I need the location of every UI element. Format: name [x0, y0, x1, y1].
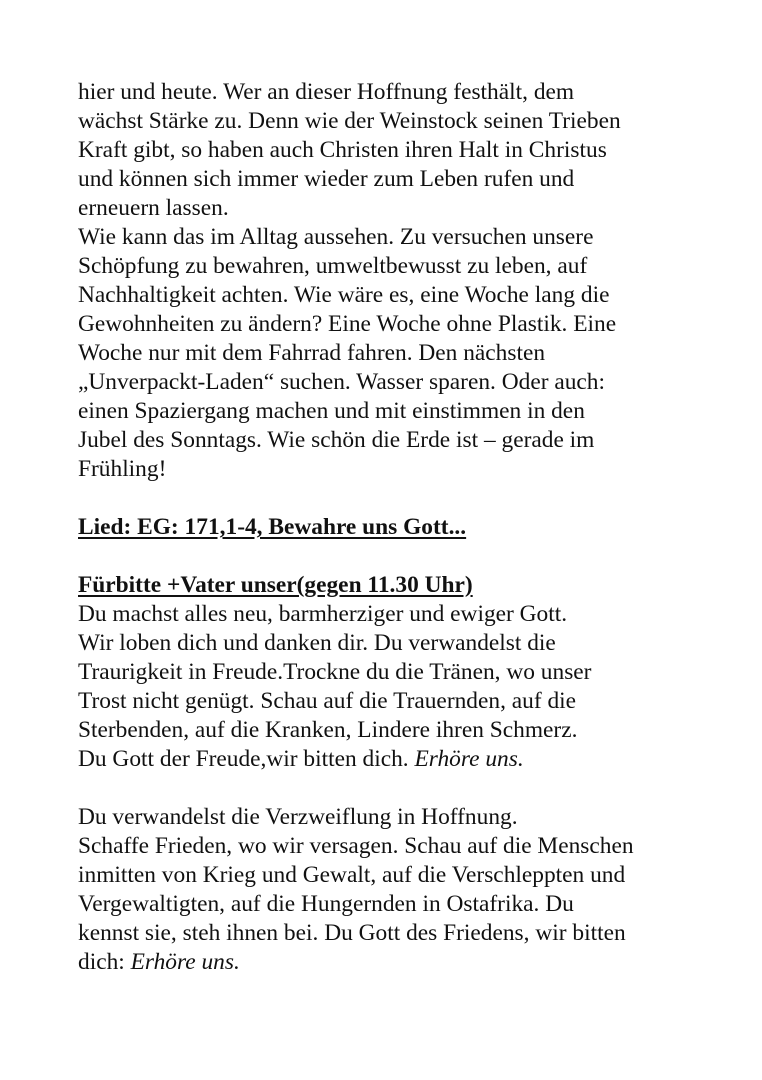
- text-line: [78, 948, 718, 977]
- spacer: [78, 774, 718, 803]
- text-line: erneuern lassen.: [78, 195, 229, 221]
- text-line: Wir loben dich und danken dir. Du verwandelst die: [78, 630, 556, 656]
- text-line: Woche nur mit dem Fahrrad fahren. Den nächsten: [78, 340, 546, 366]
- text-line: Schaffe Frieden, wo wir versagen. Schau auf die Menschen: [78, 833, 634, 859]
- paragraph-everyday: [78, 223, 718, 484]
- prayer-peace: [78, 803, 718, 977]
- prayer-joy: [78, 600, 718, 774]
- spacer: [78, 484, 718, 513]
- prayer-response: Erhöre uns.: [414, 746, 524, 772]
- paragraph-hope: [78, 78, 718, 223]
- text-line: Trost nicht genügt. Schau auf die Trauernden, auf die: [78, 688, 577, 714]
- text-line: „Unverpackt-Laden“ suchen. Wasser sparen. Oder auch:: [78, 369, 605, 395]
- text-line: Traurigkeit in Freude.Trockne du die Tränen, wo unser: [78, 659, 592, 685]
- text-line: Vergewaltigten, auf die Hungernden in Ostafrika. Du: [78, 891, 574, 917]
- prayer-line-text: Du Gott der Freude,wir bitten dich.: [78, 746, 415, 772]
- text-line: Nachhaltigkeit achten. Wie wäre es, eine Woche lang die: [78, 282, 610, 308]
- text-line: Kraft gibt, so haben auch Christen ihren Halt in Christus: [78, 137, 607, 163]
- text-line: hier und heute. Wer an dieser Hoffnung festhält, dem: [78, 79, 575, 105]
- text-line: Gewohnheiten zu ändern? Eine Woche ohne Plastik. Eine: [78, 311, 617, 337]
- prayer-response: Erhöre uns.: [130, 949, 240, 975]
- text-line: und können sich immer wieder zum Leben rufen und: [78, 166, 575, 192]
- text-line: einen Spaziergang machen und mit einstimmen in den: [78, 398, 585, 424]
- text-line: [78, 745, 718, 774]
- heading-fuerbitte: Fürbitte +Vater unser(gegen 11.30 Uhr): [78, 572, 473, 598]
- prayer-line-text: dich:: [78, 949, 131, 975]
- text-line: wächst Stärke zu. Denn wie der Weinstock seinen Trieben: [78, 108, 621, 134]
- text-line: kennst sie, steh ihnen bei. Du Gott des Friedens, wir bitten: [78, 920, 626, 946]
- text-line: inmitten von Krieg und Gewalt, auf die Verschleppten und: [78, 862, 626, 888]
- document-page: [78, 78, 718, 977]
- text-line: Wie kann das im Alltag aussehen. Zu versuchen unsere: [78, 224, 594, 250]
- text-line: Du verwandelst die Verzweiflung in Hoffnung.: [78, 804, 518, 830]
- spacer: [78, 542, 718, 571]
- text-line: Sterbenden, auf die Kranken, Lindere ihren Schmerz.: [78, 717, 578, 743]
- text-line: Frühling!: [78, 456, 167, 482]
- text-line: Jubel des Sonntags. Wie schön die Erde ist – gerade im: [78, 427, 595, 453]
- heading-lied: Lied: EG: 171,1-4, Bewahre uns Gott...: [78, 514, 467, 540]
- text-line: Du machst alles neu, barmherziger und ewiger Gott.: [78, 601, 568, 627]
- text-line: Schöpfung zu bewahren, umweltbewusst zu leben, auf: [78, 253, 588, 279]
